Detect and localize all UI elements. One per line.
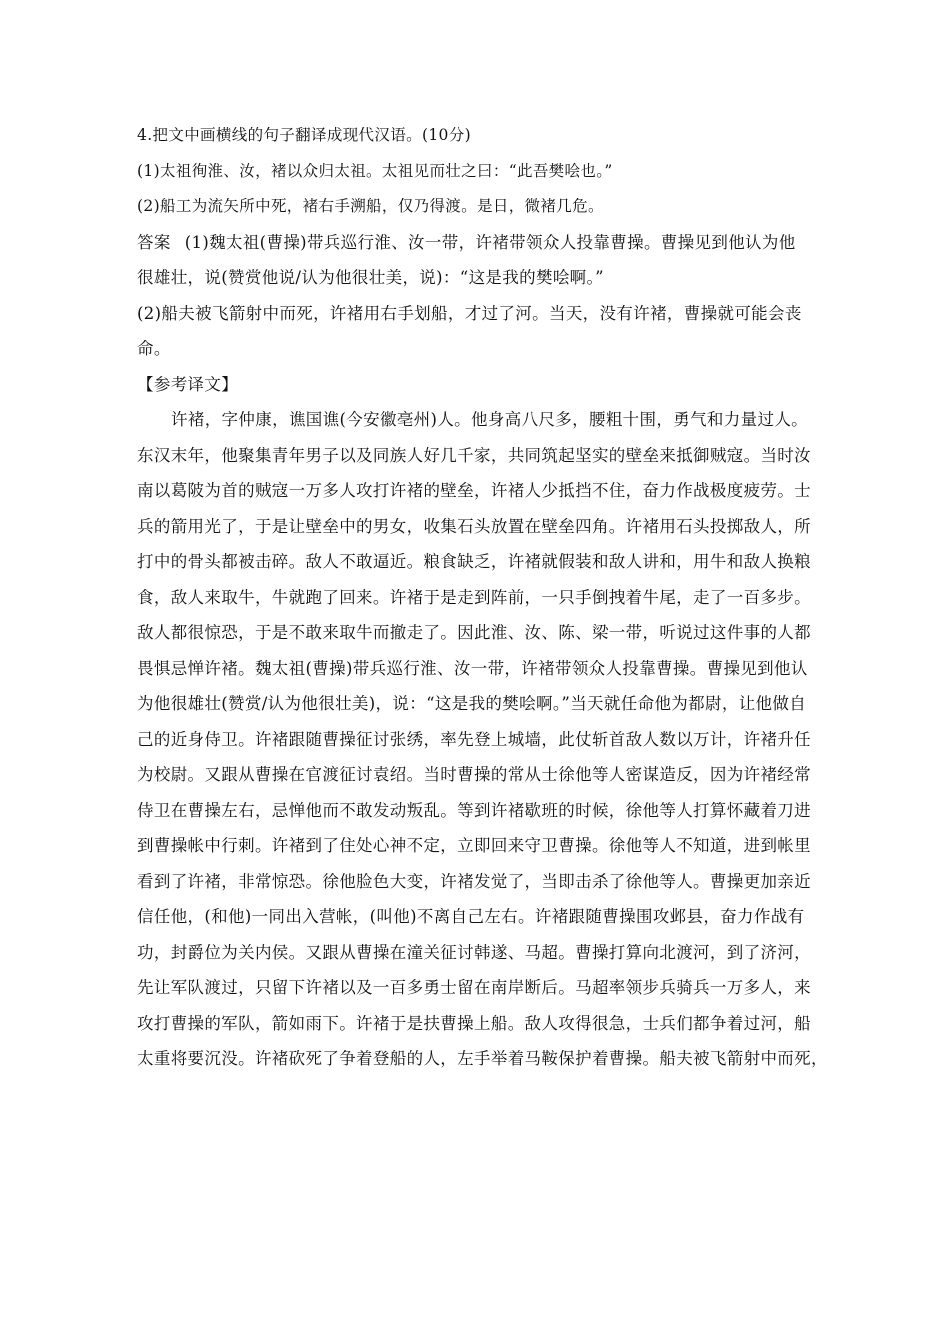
question-item-1: (1)太祖徇淮、汝，褚以众归太祖。太祖见而壮之曰：“此吾樊哙也。” (137, 161, 613, 180)
reference-line-11: 为校尉。又跟从曹操在官渡征讨袁绍。当时曹操的常从士徐他等人密谋造反，因为许褚经常 (137, 765, 811, 784)
reference-line-4: 兵的箭用光了，于是让壁垒中的男女，收集石头放置在壁垒四角。许褚用石头投掷敌人，所 (137, 516, 811, 536)
answer-line-2: 很雄壮，说(赞赏他说/认为他很壮美，说)：“这是我的樊哙啊。” (137, 268, 604, 287)
reference-line-2: 东汉末年，他聚集青年男子以及同族人好几千家，共同筑起坚实的壁垒来抵御贼寇。当时汝 (137, 445, 811, 465)
reference-line-5: 打中的骨头都被击碎。敌人不敢逼近。粮食缺乏，许褚就假装和敌人讲和，用牛和敌人换粮 (137, 552, 811, 571)
reference-line-18: 攻打曹操的军队，箭如雨下。许褚于是扶曹操上船。敌人攻得很急，士兵们都争着过河，船 (137, 1013, 811, 1033)
answer-line-3: (2)船夫被飞箭射中而死，许褚用右手划船，才过了河。当天，没有许褚，曹操就可能会丧 (137, 303, 802, 323)
answer-line-4: 命。 (137, 339, 171, 358)
reference-line-9: 为他很雄壮(赞赏/认为他很壮美)，说：“这是我的樊哙啊。”当天就任命他为都尉，让他做自 (137, 694, 807, 713)
question-item-2: (2)船工为流矢所中死，褚右手溯船，仅乃得渡。是日，微褚几危。 (137, 197, 604, 215)
question-title: 4.把文中画横线的句子翻译成现代汉语。(10分) (137, 126, 472, 144)
answer-label: 答案 (137, 232, 171, 252)
reference-line-7: 敌人都很惊恐，于是不敢来取牛而撤走了。因此淮、汝、陈、梁一带，听说过这件事的人都 (137, 623, 811, 642)
answer-line-1 (137, 225, 827, 261)
reference-line-1: 许褚，字仲康，谯国谯(今安徽亳州)人。他身高八尺多，腰粗十围，勇气和力量过人。 (171, 410, 809, 429)
reference-line-13: 到曹操帐中行刺。许褚到了住处心神不定，立即回来守卫曹操。徐他等人不知道，进到帐里 (137, 836, 811, 855)
reference-line-14: 看到了许褚，非常惊恐。徐他脸色大变，许褚发觉了，当即击杀了徐他等人。曹操更加亲近 (137, 871, 811, 891)
reference-line-8: 畏惧忌惮许褚。魏太祖(曹操)带兵巡行淮、汝一带，许褚带领众人投靠曹操。曹操见到他认 (137, 658, 808, 678)
answer-text-1: (1)魏太祖(曹操)带兵巡行淮、汝一带，许褚带领众人投靠曹操。曹操见到他认为他 (184, 232, 796, 252)
reference-line-17: 先让军队渡过，只留下许褚以及一百多勇士留在南岸断后。马超率领步兵骑兵一万多人，来 (137, 978, 811, 997)
reference-line-3: 南以葛陂为首的贼寇一万多人攻打许褚的壁垒，许褚人少抵挡不住，奋力作战极度疲劳。士 (137, 481, 811, 500)
reference-line-6: 食，敌人来取牛，牛就跑了回来。许褚于是走到阵前，一只手倒拽着牛尾，走了一百多步。 (137, 587, 811, 607)
reference-line-10: 己的近身侍卫。许褚跟随曹操征讨张绣，率先登上城墙，此仗斩首敌人数以万计，许褚升任 (137, 729, 811, 749)
reference-line-19: 太重将要沉没。许褚砍死了争着登船的人，左手举着马鞍保护着曹操。船夫被飞箭射中而死， (137, 1049, 828, 1068)
reference-heading: 【参考译文】 (137, 374, 239, 394)
reference-line-16: 功，封爵位为关内侯。又跟从曹操在潼关征讨韩遂、马超。曹操打算向北渡河，到了济河， (137, 942, 811, 962)
document-content (137, 118, 827, 1077)
reference-line-12: 侍卫在曹操左右，忌惮他而不敢发动叛乱。等到许褚歇班的时候，徐他等人打算怀藏着刀进 (137, 800, 811, 820)
reference-line-15: 信任他，(和他)一同出入营帐，(叫他)不离自己左右。许褚跟随曹操围攻邺县，奋力作战有 (137, 907, 805, 926)
